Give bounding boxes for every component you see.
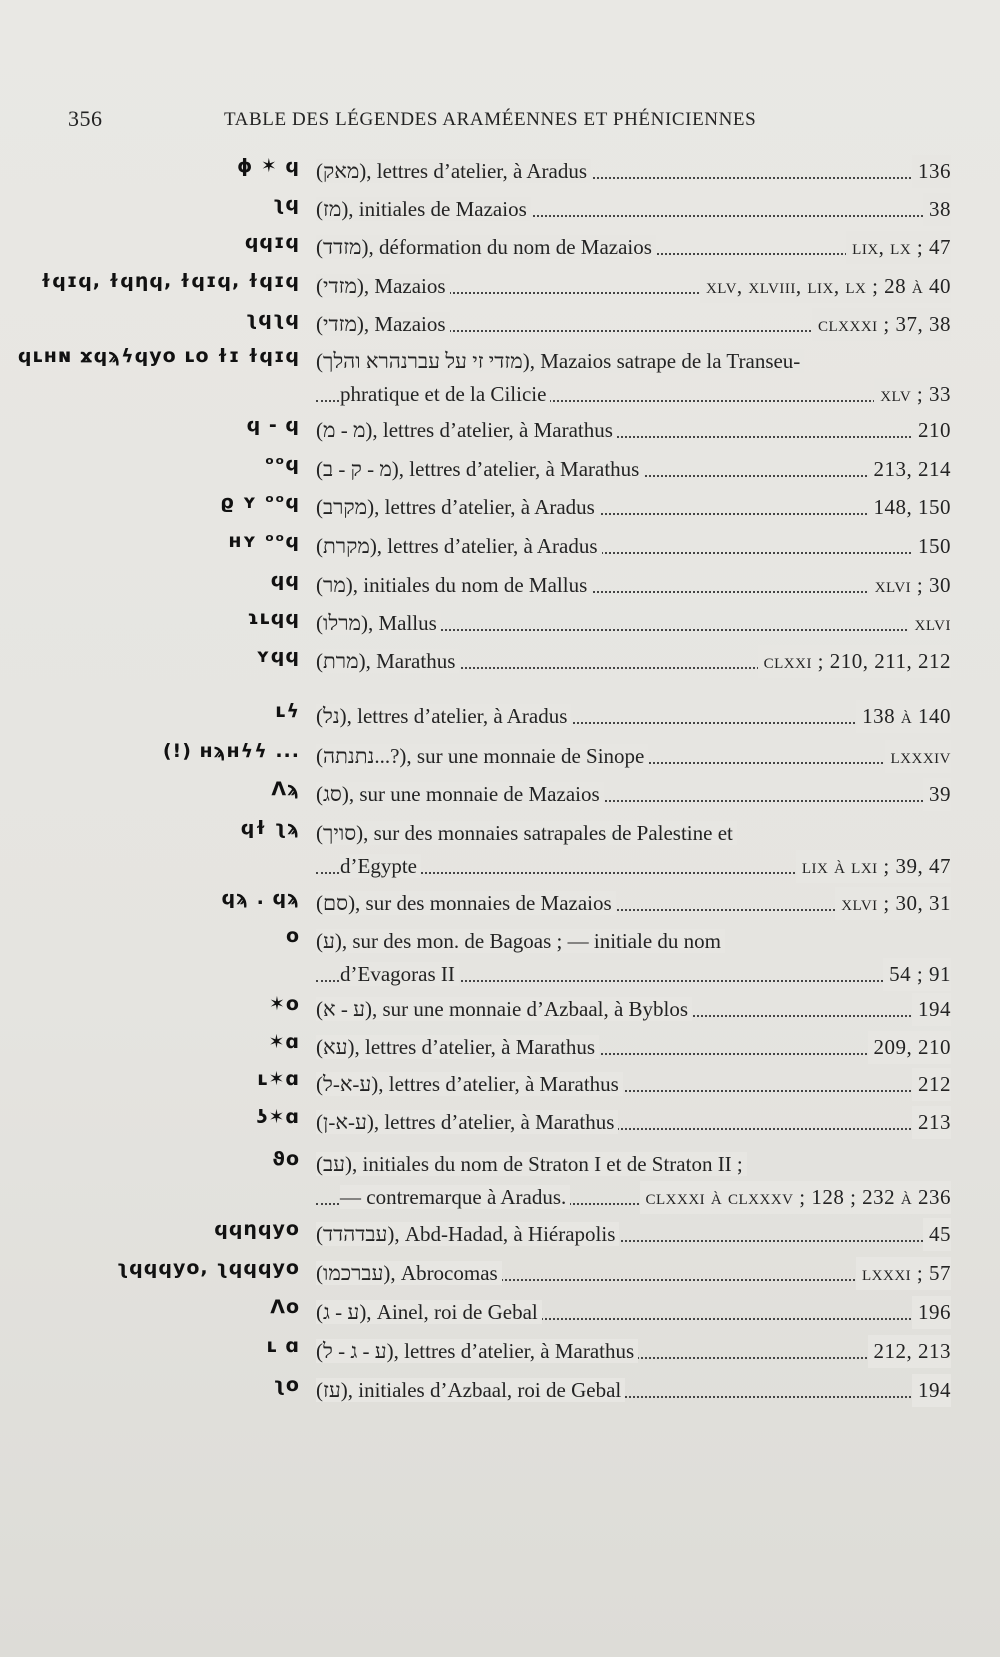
description-line — [316, 607, 951, 640]
legend-description — [316, 1296, 951, 1329]
description-line — [316, 778, 951, 811]
legend-script: ʅϥ — [272, 193, 300, 215]
legend-script: ϱ ʏ ᵒᵒϥ — [220, 491, 300, 513]
description-line — [316, 1031, 951, 1064]
legend-script: ʟ✶ɑ — [257, 1068, 300, 1090]
description-line — [316, 155, 951, 188]
legend-text: — contremarque à Aradus. — [340, 1185, 570, 1209]
legend-text: (ע), sur des mon. de Bagoas ; — initiale du nom — [316, 929, 725, 953]
legend-description — [316, 607, 951, 640]
legend-description — [316, 740, 951, 773]
description-line — [316, 414, 951, 447]
legend-text: (מזדי), Mazaios — [316, 312, 450, 336]
description-line — [316, 491, 951, 524]
description-line — [316, 817, 951, 850]
legend-script: ϥϥɪϥ — [244, 231, 300, 253]
legend-script: ʅo — [273, 1374, 300, 1396]
legend-description — [316, 817, 951, 883]
legend-text: (מ - ק - ב), lettres d’atelier, à Marathus — [316, 457, 643, 481]
page-reference: 150 — [912, 530, 951, 563]
legend-text: (מ - מ), lettres d’atelier, à Marathus — [316, 418, 617, 442]
legend-script: ʅϥϥϥyo, ʅϥϥϥyo — [116, 1257, 300, 1279]
description-line — [316, 378, 951, 411]
description-line — [316, 1257, 951, 1290]
legend-text: (נל), lettres d’atelier, à Aradus — [316, 704, 571, 728]
page-reference: xlv, xlviii, lix, lx ; 28 à 40 — [700, 270, 951, 303]
legend-description — [316, 1374, 951, 1407]
page-reference: xlvi — [909, 607, 951, 640]
legend-description — [316, 1106, 951, 1139]
page-reference: 136 — [912, 155, 951, 188]
page-reference: clxxxi à clxxxv ; 128 ; 232 à 236 — [640, 1181, 952, 1214]
description-line — [316, 270, 951, 303]
legend-script: ʜʏ ᵒᵒϥ — [228, 530, 300, 552]
legend-description — [316, 270, 951, 303]
legend-script: ʟ ɑ — [266, 1335, 300, 1357]
legend-text: (מאק), lettres d’atelier, à Aradus — [316, 159, 591, 183]
page-reference: 38 — [923, 193, 951, 226]
legend-description — [316, 1218, 951, 1251]
legend-text: (עברכמו), Abrocomas — [316, 1261, 502, 1285]
legend-text: (מרלו), Mallus — [316, 611, 441, 635]
description-line — [316, 740, 951, 773]
description-line — [316, 1335, 951, 1368]
legend-text: (עז), initiales d’Azbaal, roi de Gebal — [316, 1378, 625, 1402]
legend-description — [316, 1148, 951, 1214]
description-line — [316, 193, 951, 226]
running-title: TABLE DES LÉGENDES ARAMÉENNES ET PHÉNICIENNES — [224, 109, 757, 130]
page-number: 356 — [68, 106, 103, 131]
description-line — [316, 925, 951, 958]
page-reference: lxxxiv — [885, 740, 952, 773]
description-line — [316, 453, 951, 486]
legend-description — [316, 1068, 951, 1101]
page-reference: 45 — [923, 1218, 951, 1251]
legend-description — [316, 345, 951, 411]
legend-text: (מז), initiales de Mazaios — [316, 197, 531, 221]
page-reference: xlvi ; 30 — [869, 569, 951, 602]
legend-text: (מר), initiales du nom de Mallus — [316, 573, 591, 597]
legend-description — [316, 155, 951, 188]
legend-text: (מזדי), Mazaios — [316, 274, 450, 298]
legend-text: (מרת), Marathus — [316, 649, 459, 673]
legend-script: Λϡ — [271, 778, 300, 800]
description-line — [316, 231, 951, 264]
page-reference: 54 ; 91 — [883, 958, 951, 991]
legend-script: ϥ - ϥ — [246, 414, 300, 436]
legend-description — [316, 887, 951, 920]
page-reference: lix, lx ; 47 — [846, 231, 951, 264]
description-line — [316, 887, 951, 920]
legend-script: ʅϥʅϥ — [245, 308, 300, 330]
legend-description — [316, 530, 951, 563]
legend-description — [316, 700, 951, 733]
description-line — [316, 345, 951, 378]
legend-script: ϑo — [272, 1148, 300, 1170]
description-line — [316, 850, 951, 883]
legend-description — [316, 231, 951, 264]
page-reference: 196 — [912, 1296, 951, 1329]
description-line — [316, 1068, 951, 1101]
legend-text: (עא), lettres d’atelier, à Marathus — [316, 1035, 599, 1059]
legend-text: (ע - א), sur une monnaie d’Azbaal, à Byblos — [316, 997, 692, 1021]
page-reference: xlvi ; 30, 31 — [835, 887, 951, 920]
legend-description — [316, 1257, 951, 1290]
legend-description — [316, 925, 951, 991]
legend-script: ɿʟϥϥ — [247, 607, 300, 629]
legend-text: phratique et de la Cilicie — [340, 382, 550, 406]
legend-text: (ע-א-ן), lettres d’atelier, à Marathus — [316, 1110, 618, 1134]
page-reference: xlv ; 33 — [874, 378, 951, 411]
legend-text: (עבדהדד), Abd-Hadad, à Hiérapolis — [316, 1222, 619, 1246]
description-line — [316, 1148, 951, 1181]
legend-text: (עב), initiales du nom de Straton I et de Straton II ; — [316, 1152, 747, 1176]
page-reference: 148, 150 — [868, 491, 952, 524]
page-reference: 194 — [912, 993, 951, 1026]
legend-text: (מקרת), lettres d’atelier, à Aradus — [316, 534, 602, 558]
legend-script: Λo — [270, 1296, 300, 1318]
page-reference: 138 à 140 — [856, 700, 951, 733]
legend-script: ϥϡ . ϥϡ — [221, 887, 300, 909]
page-reference: lix à lxi ; 39, 47 — [796, 850, 951, 883]
description-line — [316, 1296, 951, 1329]
legend-script: (!) ʜϡʜϟϟ ... — [162, 740, 300, 762]
legend-text: d’Evagoras II — [340, 962, 459, 986]
description-line — [316, 700, 951, 733]
legend-description — [316, 1335, 951, 1368]
legend-description — [316, 491, 951, 524]
description-line — [316, 1374, 951, 1407]
legend-text: (מזדי זי על עברנהרא והלך), Mazaios satrape de la Transeu- — [316, 349, 804, 373]
legend-description — [316, 1031, 951, 1064]
legend-text: (נתנתה...?), sur une monnaie de Sinope — [316, 744, 648, 768]
legend-script: ʏϥϥ — [256, 645, 300, 667]
description-line — [316, 569, 951, 602]
legend-description — [316, 414, 951, 447]
legend-script: ɫϥɪϥ, ɫϥƞϥ, ɫϥɪϥ, ɫϥɪϥ — [40, 270, 300, 292]
legend-text: (סויך), sur des monnaies satrapales de Palestine et — [316, 821, 737, 845]
description-line — [316, 1181, 951, 1214]
page-reference: 213, 214 — [868, 453, 952, 486]
description-line — [316, 530, 951, 563]
description-line — [316, 993, 951, 1026]
legend-description — [316, 193, 951, 226]
legend-text: (סם), sur des monnaies de Mazaios — [316, 891, 616, 915]
legend-script: ✶o — [269, 993, 300, 1015]
page-reference: 209, 210 — [868, 1031, 952, 1064]
legend-text: (סג), sur une monnaie de Mazaios — [316, 782, 604, 806]
legend-script: ϕ ✶ ϥ — [237, 155, 300, 177]
legend-description — [316, 308, 951, 341]
legend-script: o — [285, 925, 300, 947]
legend-description — [316, 993, 951, 1026]
description-line — [316, 308, 951, 341]
page-reference: clxxxi ; 37, 38 — [812, 308, 951, 341]
legend-text: d’Egypte — [340, 854, 421, 878]
page-reference: 212 — [912, 1068, 951, 1101]
legend-script: ϥʟʜɴ ϫϥϡϟϥyo ʟo ɫɪ ɫϥɪϥ — [17, 345, 300, 367]
legend-text: (מקרב), lettres d’atelier, à Aradus — [316, 495, 599, 519]
legend-script: ʖ✶ɑ — [256, 1106, 300, 1128]
legend-script: ϥɫ ʅϡ — [240, 817, 300, 839]
description-line — [316, 1218, 951, 1251]
legend-script: ϥϥƞϥyo — [214, 1218, 300, 1240]
legend-script: ʟϟ — [275, 700, 300, 722]
legend-description — [316, 778, 951, 811]
page-reference: 213 — [912, 1106, 951, 1139]
legend-script: ᵒᵒϥ — [264, 453, 300, 475]
description-line — [316, 1106, 951, 1139]
page-reference: 212, 213 — [868, 1335, 952, 1368]
legend-description — [316, 569, 951, 602]
page-reference: 210 — [912, 414, 951, 447]
legend-script: ✶ɑ — [268, 1031, 300, 1053]
description-line — [316, 958, 951, 991]
legend-text: (ע - ג - ל), lettres d’atelier, à Marathus — [316, 1339, 638, 1363]
legend-description — [316, 453, 951, 486]
legend-script: ϥϥ — [270, 569, 300, 591]
description-line — [316, 645, 951, 678]
legend-description — [316, 645, 951, 678]
page-reference: 39 — [923, 778, 951, 811]
page-reference: lxxxi ; 57 — [856, 1257, 951, 1290]
page-reference: clxxi ; 210, 211, 212 — [758, 645, 951, 678]
page-reference: 194 — [912, 1374, 951, 1407]
legend-text: (מזדד), déformation du nom de Mazaios — [316, 235, 656, 259]
legend-text: (ע - ג), Ainel, roi de Gebal — [316, 1300, 542, 1324]
legend-text: (ע-א-ל), lettres d’atelier, à Marathus — [316, 1072, 623, 1096]
